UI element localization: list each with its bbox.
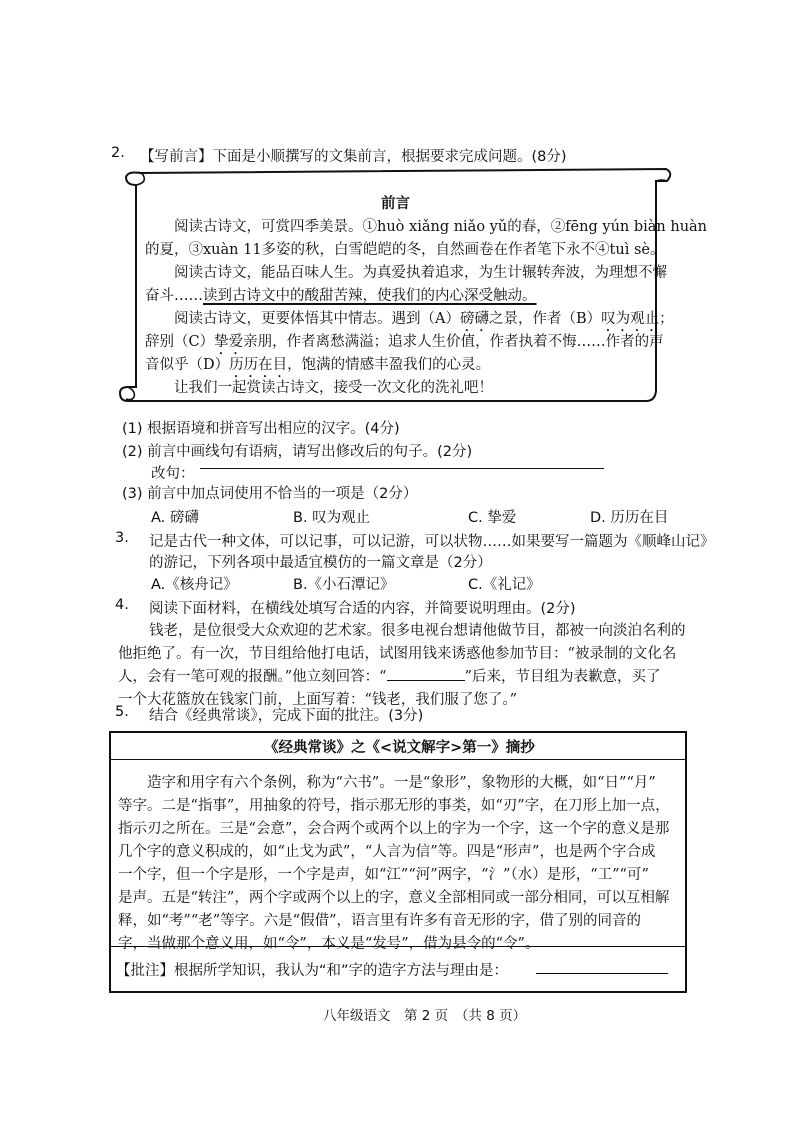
excerpt-line: 字，当做那个意义用，如“令”，本义是“发号”，借为县令的“令”。 [118, 936, 540, 952]
excerpt-title: 《经典常谈》之《<说文解字>第一》摘抄 [264, 740, 535, 756]
option-c[interactable]: C. 挚爱 [468, 510, 517, 526]
option-b[interactable]: B. 叹为观止 [293, 510, 371, 526]
preface-line: 让我们一起赏读古诗文，接受一次文化的洗礼吧！ [174, 380, 493, 396]
excerpt-box [109, 731, 687, 993]
preface-text: 之景，作者（B） [488, 311, 602, 327]
preface-heading: 前言 [381, 196, 410, 212]
divider [111, 946, 685, 947]
excerpt-line: 是声。五是“转注”，两个字或两个以上的字，意义全部相同或一部分相同，可以互相解 [118, 890, 670, 906]
dotted-word-c: 挚爱 [214, 334, 244, 350]
excerpt-line: 等字。二是“指事”，用抽象的符号，指示那无形的事类，如“刃”字，在刀形上加一点， [118, 798, 670, 814]
dotted-word-b: 叹为观止 [601, 311, 660, 327]
answer-blank[interactable] [387, 680, 465, 681]
page-footer: 八年级语文 第 2 页 （共 8 页） [323, 1008, 527, 1024]
preface-line: 的夏，③xuàn 11多姿的秋，白雪皑皑的冬，自然画卷在作者笔下永不④tuì sè。 [145, 242, 665, 258]
divider [111, 759, 685, 760]
annotation-answer-line[interactable] [536, 973, 668, 974]
preface-text: 辞别（C） [145, 334, 215, 350]
dotted-word-a: 磅礴 [459, 311, 489, 327]
option-b[interactable]: B.《小石潭记》 [293, 577, 395, 593]
q2-sub3: (3) 前言中加点词使用不恰当的一项是（2分） [122, 486, 418, 502]
preface-text: ； [659, 311, 674, 327]
preface-text: 音似乎（D） [145, 357, 230, 373]
preface-text: ，饱满的情感丰盈我们的心灵。 [287, 357, 491, 373]
preface-text: 亲朋，作者离愁满溢；追求人生价值，作者执着不悔……作者的声 [243, 334, 664, 350]
preface-text: 阅读古诗文，更要体悟其中情志。遇到（A） [174, 311, 460, 327]
q4-line: 他拒绝了。有一次，节目组给他打电话，试图用钱来诱惑他参加节目：“被录制的文化名 [118, 646, 677, 662]
q5-title: 结合《经典常谈》，完成下面的批注。(3分) [149, 708, 424, 724]
q4-line: 一个大花篮放在钱家门前，上面写着：“钱老，我们服了您了。” [118, 692, 518, 708]
option-a[interactable]: A.《核舟记》 [151, 577, 238, 593]
q2-title: 【写前言】下面是小顺撰写的文集前言，根据要求完成问题。(8分) [140, 149, 567, 165]
option-d[interactable]: D. 历历在目 [590, 510, 669, 526]
preface-text: 奋斗…… [145, 288, 203, 304]
q2-sub1: (1) 根据语境和拼音写出相应的汉字。(4分) [122, 421, 400, 437]
q4-line: 钱老，是位很受大众欢迎的艺术家。很多电视台想请他做节目，都被一向淡泊名利的 [149, 623, 686, 639]
excerpt-line: 释，如“考”“老”等字。六是“假借”，语言里有许多有音无形的字，借了别的同音的 [118, 913, 641, 929]
excerpt-line: 造字和用字有六个条例，称为“六书”。一是“象形”，象物形的大概，如“日”“月” [147, 775, 656, 791]
option-c[interactable]: C.《礼记》 [468, 577, 541, 593]
q3-line: 的游记，下列各项中最适宜模仿的一篇文章是（2分） [149, 555, 492, 571]
q2-sub2: (2) 前言中画线句有语病，请写出修改后的句子。(2分) [122, 444, 473, 460]
q4-number: 4. [115, 597, 129, 613]
excerpt-line: 指示刃之所在。三是“会意”，会合两个或两个以上的字为一个字，这一个字的意义是那 [118, 821, 670, 837]
option-a[interactable]: A. 磅礴 [151, 510, 199, 526]
q5-number: 5. [115, 704, 129, 720]
preface-line: 阅读古诗文，可赏四季美景。①huò xiǎng niǎo yǔ的春，②fēng yún biàn huàn [174, 219, 708, 235]
dotted-word-d: 历历在目 [229, 357, 288, 373]
q3-line: 记是古代一种文体，可以记事，可以记游，可以状物……如果要写一篇题为《顺峰山记》 [149, 534, 715, 550]
excerpt-line: 一个字，但一个字是形，一个字是声，如“江”“河”两字，“氵”（水）是形，“工”“可” [118, 867, 649, 883]
answer-line[interactable] [200, 468, 604, 469]
preface-line: 阅读古诗文，能品百味人生。为真爱执着追求，为生计辗转奔波，为理想不懈 [174, 265, 667, 281]
annotation-prompt: 【批注】根据所学知识，我认为“和”字的造字方法与理由是： [116, 963, 509, 979]
q4-title: 阅读下面材料，在横线处填写合适的内容，并简要说明理由。(2分) [149, 601, 576, 617]
preface-line [145, 284, 537, 305]
q3-number: 3. [115, 530, 129, 546]
q4-text: 人，会有一笔可观的报酬。”他立刻回答：“ [118, 669, 387, 685]
q2-sub2-label: 改句： [151, 466, 195, 482]
q2-number: 2. [111, 145, 125, 161]
underlined-sentence: 读到古诗文中的酸甜苦辣，使我们的内心深受触动。 [203, 288, 537, 304]
q4-text: ”后来，节目组为表歉意，买了 [464, 669, 661, 685]
q4-line [118, 665, 661, 686]
excerpt-line: 几个字的意义积成的，如“止戈为武”，“人言为信”等。四是“形声”，也是两个字合成 [118, 844, 656, 860]
